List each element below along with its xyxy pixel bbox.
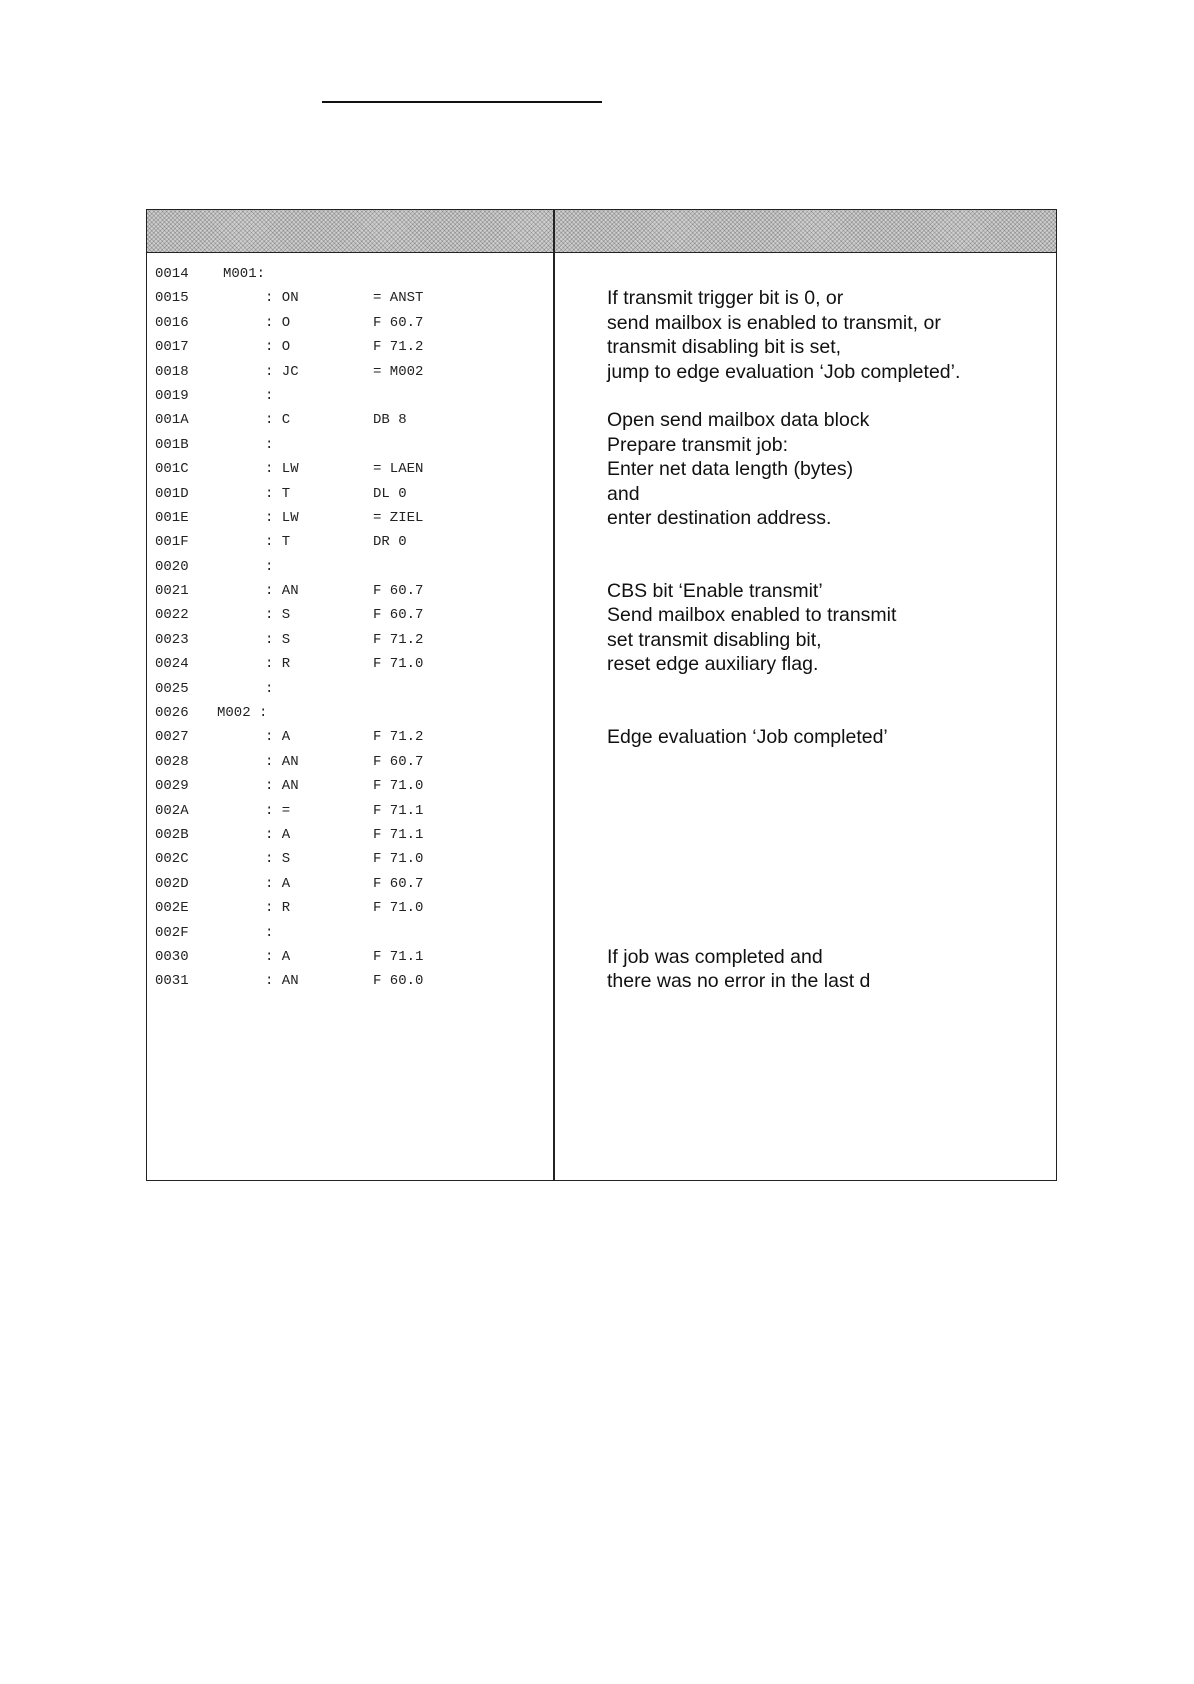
line-operation: : AN	[265, 583, 299, 600]
line-operand: F 71.1	[373, 826, 424, 843]
line-operand: = M002	[373, 363, 424, 380]
line-operand: F 71.2	[373, 729, 424, 746]
comment-line	[607, 530, 1047, 554]
code-line	[155, 750, 545, 774]
comment-line	[607, 677, 1047, 701]
program-listing-table	[146, 209, 1057, 1181]
column-divider	[553, 210, 555, 1180]
line-address: 0016	[155, 314, 189, 331]
code-line	[155, 286, 545, 310]
line-address: 0029	[155, 778, 189, 795]
line-address: 0027	[155, 729, 189, 746]
comment-line	[607, 750, 1047, 774]
line-operand: DL 0	[373, 485, 407, 502]
comment-line	[607, 872, 1047, 896]
code-line	[155, 335, 545, 359]
line-operation: :	[265, 387, 274, 404]
code-line	[155, 457, 545, 481]
line-operand: F 71.2	[373, 631, 424, 648]
line-label: M002 :	[217, 705, 268, 722]
line-address: 002A	[155, 802, 189, 819]
code-line	[155, 969, 545, 993]
comment-line	[607, 799, 1047, 823]
line-operation: :	[265, 680, 274, 697]
code-line	[155, 555, 545, 579]
line-operation: : A	[265, 826, 291, 843]
comment-line: enter destination address.	[607, 506, 832, 529]
line-address: 0020	[155, 558, 189, 575]
line-operand: = ANST	[373, 290, 424, 307]
line-operation: : S	[265, 851, 291, 868]
line-address: 002E	[155, 900, 189, 917]
line-address: 0026	[155, 705, 189, 722]
line-operation: : C	[265, 412, 291, 429]
code-line	[155, 482, 545, 506]
line-address: 001C	[155, 461, 189, 478]
line-operation: : O	[265, 314, 291, 331]
line-operation: : R	[265, 900, 291, 917]
code-line	[155, 408, 545, 432]
line-operation: : T	[265, 534, 291, 551]
line-operand: F 71.0	[373, 900, 424, 917]
line-operation: : ON	[265, 290, 299, 307]
line-operation: : O	[265, 339, 291, 356]
code-line	[155, 433, 545, 457]
comment-line: If job was completed and	[607, 945, 823, 968]
line-address: 001A	[155, 412, 189, 429]
comment-line	[607, 823, 1047, 847]
comment-line: CBS bit ‘Enable transmit’	[607, 580, 823, 603]
line-address: 001D	[155, 485, 189, 502]
line-address: 0031	[155, 973, 189, 990]
line-address: 0021	[155, 583, 189, 600]
line-operand: = LAEN	[373, 461, 424, 478]
comment-column	[607, 262, 1047, 994]
code-line	[155, 530, 545, 554]
code-line	[155, 799, 545, 823]
code-line	[155, 701, 545, 725]
comment-line: Enter net data length (bytes)	[607, 458, 854, 481]
code-line	[155, 262, 545, 286]
code-line	[155, 847, 545, 871]
code-column	[155, 262, 545, 994]
code-line	[155, 677, 545, 701]
comment-line	[607, 774, 1047, 798]
comment-line	[607, 262, 1047, 286]
line-address: 002C	[155, 851, 189, 868]
line-address: 0019	[155, 387, 189, 404]
comment-line: Send mailbox enabled to transmit	[607, 604, 897, 627]
comment-line	[607, 384, 1047, 408]
line-operation: :	[265, 436, 274, 453]
comment-line: send mailbox is enabled to transmit, or	[607, 311, 941, 334]
line-operand: DR 0	[373, 534, 407, 551]
line-operand: F 60.7	[373, 607, 424, 624]
code-line	[155, 945, 545, 969]
code-line	[155, 652, 545, 676]
line-address: 001B	[155, 436, 189, 453]
line-address: 0024	[155, 656, 189, 673]
line-address: 0025	[155, 680, 189, 697]
code-line	[155, 823, 545, 847]
line-operation: :	[265, 924, 274, 941]
comment-line	[607, 847, 1047, 871]
line-operation: : =	[265, 802, 291, 819]
code-line	[155, 579, 545, 603]
comment-line: Edge evaluation ‘Job completed’	[607, 726, 888, 749]
title-underline	[322, 101, 602, 103]
line-address: 002B	[155, 826, 189, 843]
comment-line	[607, 701, 1047, 725]
comment-line: set transmit disabling bit,	[607, 628, 822, 651]
line-operand: F 60.7	[373, 314, 424, 331]
line-operand: F 71.1	[373, 802, 424, 819]
line-operation: : AN	[265, 753, 299, 770]
line-address: 001E	[155, 509, 189, 526]
line-operand: = ZIEL	[373, 509, 424, 526]
comment-line	[607, 555, 1047, 579]
code-line	[155, 603, 545, 627]
comment-line: Prepare transmit job:	[607, 433, 788, 456]
line-operation: : LW	[265, 461, 299, 478]
line-operation: : A	[265, 948, 291, 965]
line-operand: F 71.1	[373, 948, 424, 965]
comment-line: reset edge auxiliary flag.	[607, 653, 819, 676]
line-operand: F 71.0	[373, 778, 424, 795]
line-operation: : S	[265, 631, 291, 648]
comment-line: If transmit trigger bit is 0, or	[607, 287, 844, 310]
line-operand: F 71.0	[373, 656, 424, 673]
line-operand: F 60.7	[373, 753, 424, 770]
line-operand: F 71.2	[373, 339, 424, 356]
line-operation: : S	[265, 607, 291, 624]
line-operation: : AN	[265, 973, 299, 990]
line-address: 0018	[155, 363, 189, 380]
comment-line	[607, 896, 1047, 920]
comment-line: Open send mailbox data block	[607, 409, 870, 432]
line-operation: :	[265, 558, 274, 575]
line-label: M001:	[223, 266, 266, 282]
line-operation: : A	[265, 875, 291, 892]
code-line	[155, 311, 545, 335]
code-line	[155, 921, 545, 945]
line-operation: : LW	[265, 509, 299, 526]
code-line	[155, 872, 545, 896]
line-operation: : A	[265, 729, 291, 746]
comment-line: and	[607, 482, 640, 505]
line-operand: F 60.7	[373, 875, 424, 892]
comment-line	[607, 921, 1047, 945]
code-line	[155, 628, 545, 652]
line-address: 0028	[155, 753, 189, 770]
comment-line: there was no error in the last d	[607, 970, 871, 993]
table-header-band	[147, 210, 1056, 253]
line-operand: DB 8	[373, 412, 407, 429]
line-address: 002F	[155, 924, 189, 941]
line-address: 002D	[155, 875, 189, 892]
line-address: 0014	[155, 266, 189, 282]
line-operand: F 60.0	[373, 973, 424, 990]
comment-line: jump to edge evaluation ‘Job completed’.	[607, 360, 961, 383]
code-line	[155, 360, 545, 384]
code-line	[155, 896, 545, 920]
line-operation: : T	[265, 485, 291, 502]
code-line	[155, 725, 545, 749]
line-address: 0023	[155, 631, 189, 648]
code-line	[155, 384, 545, 408]
line-operation: : JC	[265, 363, 299, 380]
comment-line: transmit disabling bit is set,	[607, 336, 842, 359]
line-operation: : AN	[265, 778, 299, 795]
code-line	[155, 506, 545, 530]
line-address: 0017	[155, 339, 189, 356]
line-address: 001F	[155, 534, 189, 551]
line-operand: F 71.0	[373, 851, 424, 868]
line-operand: F 60.7	[373, 583, 424, 600]
line-address: 0030	[155, 948, 189, 965]
line-operation: : R	[265, 656, 291, 673]
line-address: 0022	[155, 607, 189, 624]
code-line	[155, 774, 545, 798]
line-address: 0015	[155, 290, 189, 307]
